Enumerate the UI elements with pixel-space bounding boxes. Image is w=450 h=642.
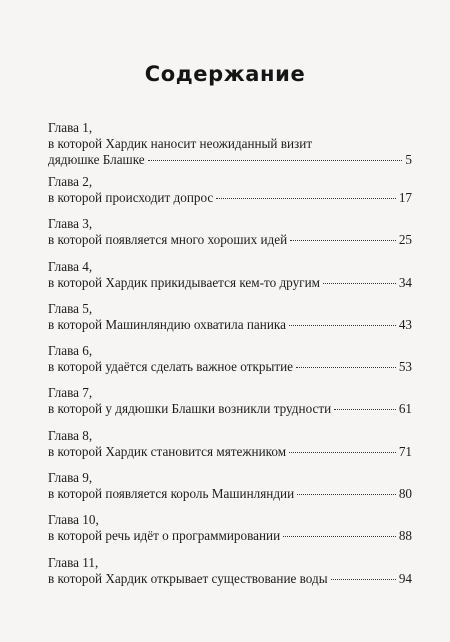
toc-entry-8: [48, 428, 412, 470]
chapter-heading: Глава 5,: [48, 300, 93, 316]
toc-entry-4: [48, 259, 412, 301]
chapter-heading: Глава 1,: [48, 120, 93, 135]
chapter-heading: Глава 9,: [48, 470, 93, 486]
chapter-heading: Глава 10,: [48, 512, 99, 528]
page-number: 25: [398, 232, 412, 248]
chapter-description-line: в которой Хардик наносит неожиданный визит: [48, 136, 313, 151]
chapter-description: в которой у дядюшки Блашки возникли трудности: [48, 401, 332, 417]
chapter-heading: Глава 7,: [48, 385, 93, 401]
page-number: 5: [405, 152, 412, 167]
chapter-description: в которой появляется много хороших идей: [48, 232, 288, 248]
toc-entry-6: [48, 343, 412, 385]
toc-entry-10: [48, 512, 412, 554]
page-number: 71: [398, 443, 412, 459]
page-title: Содержание: [144, 62, 306, 86]
dot-leader: [289, 452, 396, 453]
toc-entry-11: [48, 555, 412, 597]
toc-entry-7: [48, 385, 412, 427]
page-number: 61: [398, 401, 412, 417]
chapter-description: в которой Машинляндию охватила паника: [48, 316, 286, 332]
chapter-heading: Глава 4,: [48, 258, 93, 274]
chapter-description: в которой происходит допрос: [48, 190, 214, 205]
chapter-description: в которой появляется король Машинляндии: [48, 486, 295, 502]
dot-leader: [331, 579, 396, 580]
chapter-description: в которой Хардик открывает существование воды: [48, 570, 328, 586]
page-number: 53: [398, 359, 412, 375]
page-number: 80: [398, 486, 412, 502]
page-number: 34: [398, 274, 412, 290]
dot-leader: [296, 367, 396, 368]
dot-leader: [289, 325, 396, 326]
page-number: 17: [398, 190, 412, 205]
page-number: 94: [398, 570, 412, 586]
chapter-heading: Глава 2,: [48, 174, 93, 189]
toc-entry-5: [48, 301, 412, 343]
toc-entry-2: [48, 174, 412, 216]
page-number: 88: [398, 528, 412, 544]
chapter-description: дядюшке Блашке: [48, 152, 145, 167]
chapter-heading: Глава 6,: [48, 343, 93, 359]
toc-entry-9: [48, 470, 412, 512]
chapter-heading: Глава 3,: [48, 216, 93, 232]
dot-leader: [216, 198, 396, 199]
chapter-heading: Глава 11,: [48, 554, 99, 570]
table-of-contents: [48, 120, 412, 597]
chapter-description: в которой речь идёт о программировании: [48, 528, 281, 544]
dot-leader: [323, 283, 396, 284]
chapter-description: в которой Хардик становится мятежником: [48, 443, 287, 459]
dot-leader: [334, 409, 396, 410]
dot-leader: [148, 160, 403, 161]
chapter-heading: Глава 8,: [48, 427, 93, 443]
dot-leader: [283, 536, 396, 537]
dot-leader: [290, 240, 396, 241]
chapter-description: в которой Хардик прикидывается кем-то другим: [48, 274, 320, 290]
dot-leader: [297, 494, 396, 495]
chapter-description: в которой удаётся сделать важное открытие: [48, 359, 294, 375]
toc-entry-1: [48, 120, 412, 174]
page-number: 43: [398, 316, 412, 332]
toc-entry-3: [48, 216, 412, 258]
